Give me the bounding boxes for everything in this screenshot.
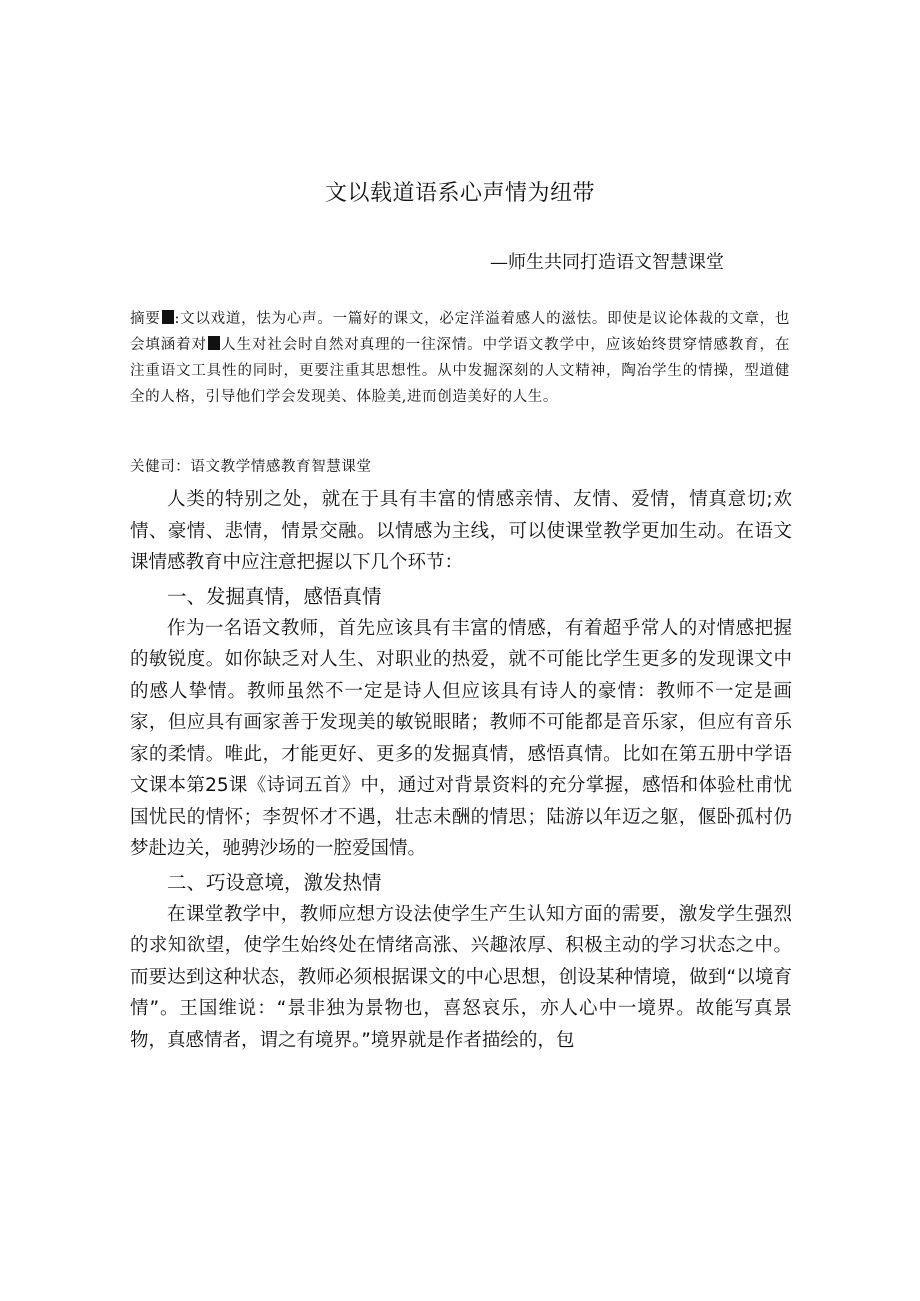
document-subtitle: —师生共同打造语文智慧课堂 [490,252,724,273]
section-2-paragraph: 在课堂教学中，教师应想方设法使学生产生认知方面的需要，激发学生强烈的求知欲望，使学生始终处在情绪高涨、兴趣浓厚、积极主动的学习状态之中。而要达到这种状态，教师必须根据课文的中心思想，创设某种情境，做到“以境育情”。王国维说：“景非独为景物也，喜怒哀乐，亦人心中一境界。故能写真景物，真感情者，谓之有境界。”境界就是作者描绘的，包 [130,903,792,1051]
document-body [130,484,792,1056]
abstract-text: :文以戏道，怯为心声。一篇好的课文，必定洋溢着感人的滋怯。即使是议论体裁的文章，也会填涵着对 [130,311,791,353]
keywords: 关健司：语文教学情感教育智慧课堂 [130,459,372,475]
document-title: 文以载道语系心声情为纽带 [324,181,595,206]
abstract [130,306,790,410]
section-1-heading: 一、发掘真情，感悟真情 [167,584,382,608]
redaction-block [208,336,220,350]
abstract-label: 摘要 [130,311,161,327]
abstract-text-continued: 人生对社会时自然对真理的一往深情。中学语文教学中，应该始终贯穿情感教育，在注重语文工具性的同时，更要注重其思想性。从中发掘深刻的人文精神，陶冶学生的情操，型道健全的人格，引导他们学会发现美、体脸美,进而创造美好的人生。 [130,337,790,405]
section-2-heading: 二、巧设意境，激发热情 [167,870,382,894]
intro-paragraph: 人类的特别之处，就在于具有丰富的情感亲情、友情、爱情，情真意切;欢情、豪情、悲情，情景交融。以情感为主线，可以使课堂教学更加生动。在语文课情感教育中应注意把握以下几个环节： [130,489,792,573]
section-1-paragraph: 作为一名语文教师，首先应该具有丰富的情感，有着超乎常人的对情感把握的敏锐度。如你缺乏对人生、对职业的热爱，就不可能比学生更多的发现课文中的感人挚情。教师虽然不一定是诗人但应该具有诗人的豪情：教师不一定是画家，但应具有画家善于发现美的敏锐眼睹；教师不可能都是音乐家，但应有音乐家的柔情。唯此，才能更好、更多的发掘真情，感悟真情。比如在第五册中学语文课本第25课《诗词五首》中，通过对背景资料的充分掌握，感悟和体验杜甫忧国忧民的情怀；李贺怀才不遇，壮志未酬的情思；陆游以年迈之躯，偃卧孤村仍梦赴边关，驰骋沙场的一腔爱国情。 [130,617,792,859]
redaction-block [162,310,174,324]
